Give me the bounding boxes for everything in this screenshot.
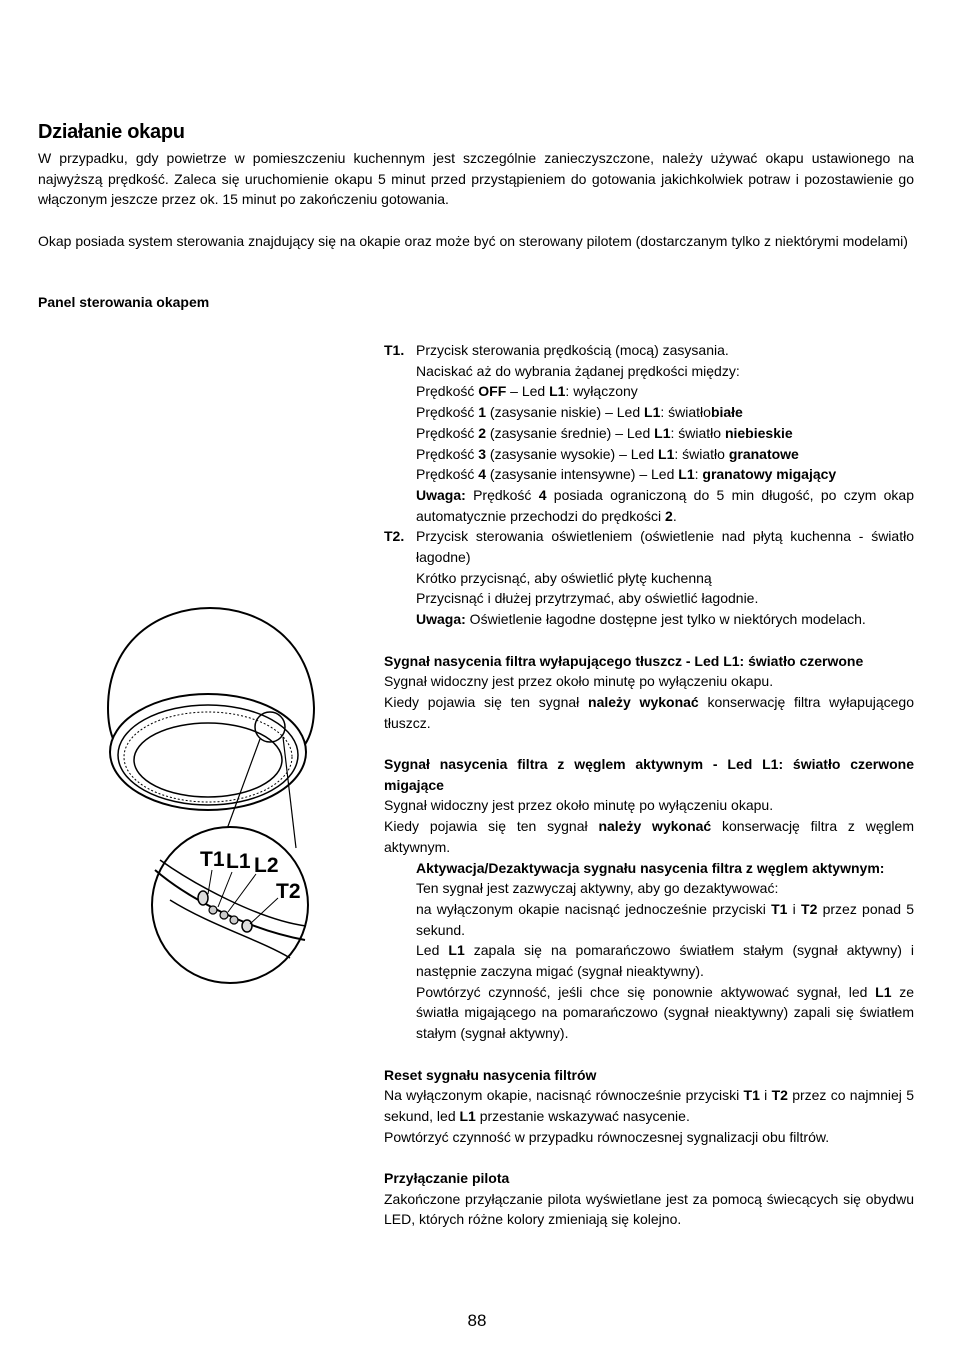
intro-paragraph-2: Okap posiada system sterowania znajdujący się na okapie oraz może być on sterowany pilotem (dostarczanym tylko z niektórymi modelami) (38, 233, 908, 249)
speed-2: Prędkość 2 (zasysanie średnie) – Led L1: światło niebieskie (416, 424, 793, 441)
panel-heading: Panel sterowania okapem (38, 294, 210, 310)
t1-line-2: Naciskać aż do wybrania żądanej prędkości między: (416, 362, 740, 379)
grease-line-2: Kiedy pojawia się ten sygnał należy wykonać konserwację filtra wyłapującego tłuszcz. (384, 693, 915, 731)
t2-label: T2. (384, 528, 405, 545)
instructions-column (384, 340, 914, 1230)
grease-heading: Sygnał nasycenia filtra wyłapującego tłuszcz - Led L1: światło czerwone (384, 652, 864, 669)
label-l2: L2 (254, 854, 279, 877)
t1-line-1: Przycisk sterowania prędkością (mocą) zasysania. (416, 342, 729, 358)
page-number: 88 (467, 1311, 487, 1330)
reset-section (384, 1065, 914, 1148)
speed-off: Prędkość OFF – Led L1: wyłączony (416, 383, 638, 400)
t2-line-1: Przycisk sterowania oświetleniem (oświetlenie nad płytą kuchenna - światło łagodne) (416, 528, 914, 566)
reset-heading: Reset sygnału nasycenia filtrów (384, 1066, 597, 1083)
remote-heading: Przyłączanie pilota (384, 1170, 510, 1187)
label-t1: T1 (200, 848, 225, 871)
t2-note: Uwaga: Oświetlenie łagodne dostępne jest tylko w niektórych modelach. (416, 611, 866, 628)
remote-p1: Zakończone przyłączanie pilota wyświetlane jest za pomocą świecących się obydwu LED, których różne kolory zmieniają się kolejno. (384, 1190, 914, 1228)
grease-line-1: Sygnał widoczny jest przez około minutę po wyłączeniu okapu. (384, 673, 774, 690)
carbon-sub-p4: Powtórzyć czynność, jeśli chce się ponownie aktywować sygnał, led L1 ze światła migającego na pomarańczowo (sygnał nieaktywny) zapali się światłem stałym (sygnał aktywny). (416, 983, 914, 1042)
carbon-filter-section (384, 754, 914, 1044)
carbon-line-1: Sygnał widoczny jest przez około minutę po wyłączeniu okapu. (384, 797, 774, 814)
carbon-line-2: Kiedy pojawia się ten sygnał należy wykonać konserwację filtra z węglem aktywnym. (384, 818, 914, 855)
t1-label: T1. (384, 342, 405, 358)
speed-3: Prędkość 3 (zasysanie wysokie) – Led L1: światło granatowe (416, 445, 799, 462)
reset-p1: Na wyłączonym okapie, nacisnąć równocześnie przyciski T1 i T2 przez co najmniej 5 sekund, led L1 przestanie wskazywać nasycenie. (384, 1087, 914, 1124)
label-l1: L1 (226, 850, 251, 873)
carbon-sub-p2: na wyłączonym okapie nacisnąć jednocześnie przyciski T1 i T2 przez ponad 5 sekund. (416, 900, 914, 938)
t2-line-2: Krótko przycisnąć, aby oświetlić płytę kuchenną (416, 569, 712, 586)
carbon-sub-line-1: Ten sygnał jest zazwyczaj aktywny, aby go dezaktywować: (416, 880, 779, 897)
grease-filter-section (384, 651, 914, 734)
t2-section (384, 526, 914, 630)
carbon-heading: Sygnał nasycenia filtra z węglem aktywnym - Led L1: światło czerwone migające (384, 756, 914, 793)
t2-line-3: Przycisnąć i dłużej przytrzymać, aby oświetlić łagodnie. (416, 590, 759, 607)
t1-section (384, 340, 914, 526)
page-title: Działanie okapu (38, 121, 185, 143)
speed-4: Prędkość 4 (zasysanie intensywne) – Led L1: granatowy migający (416, 466, 837, 483)
label-t2: T2 (276, 880, 301, 903)
t1-note: Uwaga: Prędkość 4 posiada ograniczoną do 5 min długość, po czym okap automatycznie przechodzi do prędkości 2. (416, 486, 914, 524)
remote-section (384, 1168, 914, 1230)
intro-paragraph-1: W przypadku, gdy powietrze w pomieszczeniu kuchennym jest szczególnie zanieczyszczone, należy używać okapu ustawionego na najwyższą prędkość. Zaleca się uruchomienie okapu 5 minut przed przystąpieniem do gotowania jakichkolwiek potraw i pozostawienie go włączonym jeszcze przez ok. 15 minut po zakończeniu gotowania. (38, 150, 914, 208)
carbon-sub-p3: Led L1 zapala się na pomarańczowo światłem stałym (sygnał aktywny) i następnie zaczyna migać (sygnał nieaktywny). (416, 942, 915, 980)
carbon-sub-heading: Aktywacja/Dezaktywacja sygnału nasycenia filtra z węglem aktywnym: (416, 859, 885, 876)
speed-1: Prędkość 1 (zasysanie niskie) – Led L1: światłobiałe (416, 404, 743, 421)
hood-control-panel-illustration (100, 600, 320, 1000)
reset-p2: Powtórzyć czynność w przypadku równoczesnej sygnalizacji obu filtrów. (384, 1128, 830, 1145)
